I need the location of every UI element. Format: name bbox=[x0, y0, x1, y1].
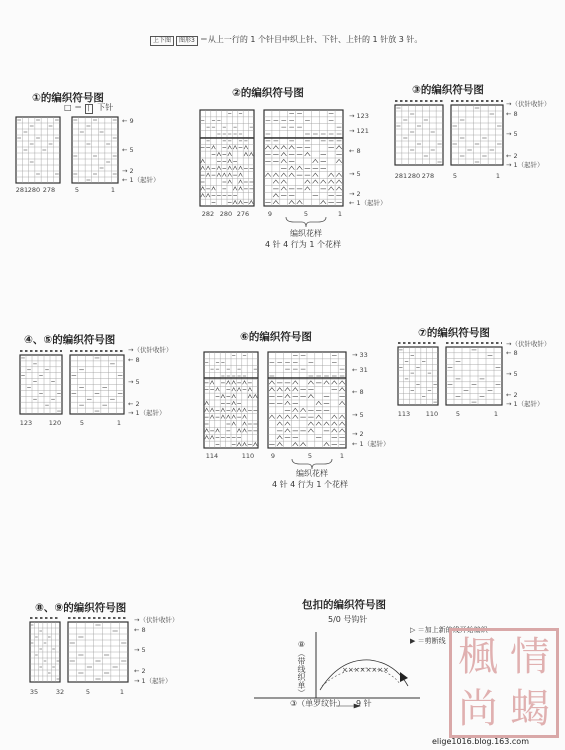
symbol-key-2: 图形3 bbox=[176, 36, 198, 46]
grid-block bbox=[398, 343, 438, 405]
stamp-char-4: 蝎 bbox=[510, 686, 550, 732]
chart-2-stitch-1: 1 bbox=[337, 210, 343, 218]
buttonhole-bottom-left: ③（单罗纹针） bbox=[290, 699, 346, 708]
chart-3-stitch-1: 1 bbox=[495, 172, 501, 180]
chart-6-stitch-114: 114 bbox=[205, 452, 219, 460]
chart-89-stitch-32: 32 bbox=[55, 688, 65, 696]
chart-1-row-5: ← 5 bbox=[122, 146, 134, 154]
grid-svg bbox=[16, 117, 118, 183]
buttonhole-legend-1-text: ＝加上新的线开始编织 bbox=[417, 626, 488, 634]
chart-89-row-8: ← 8 bbox=[134, 626, 146, 634]
grid-block bbox=[30, 618, 60, 682]
chart-1-stitch-1: 1 bbox=[110, 186, 116, 194]
chart-1-row-1: ← 1（起针） bbox=[122, 176, 160, 184]
chart-7-row-8: ← 8 bbox=[506, 349, 518, 357]
chart-6-stitch-5: 5 bbox=[307, 452, 313, 460]
grid-svg bbox=[30, 622, 128, 682]
chart-7-grid bbox=[398, 347, 502, 405]
stamp-char-2: 情 bbox=[510, 634, 550, 680]
chart-89-row-1: → 1（起针） bbox=[134, 677, 172, 685]
chart-89-stitch-1: 1 bbox=[119, 688, 125, 696]
grid-svg bbox=[395, 105, 503, 165]
grid-block bbox=[20, 351, 62, 414]
chart-6-stitch-1: 1 bbox=[339, 452, 345, 460]
chart-1-stitch-281: 281 bbox=[15, 186, 29, 194]
grid-block bbox=[446, 343, 502, 405]
buttonhole-needle: 5/0 号钩针 bbox=[328, 615, 368, 624]
stamp-char-3: 尚 bbox=[458, 686, 498, 732]
chart-3-stitch-278: 278 bbox=[421, 172, 435, 180]
chart-89-grid bbox=[30, 622, 128, 682]
chart-45-stitch-1: 1 bbox=[116, 419, 122, 427]
grid-block bbox=[72, 117, 118, 183]
chart-45-stitch-120: 120 bbox=[48, 419, 62, 427]
chart-2-title: ②的编织符号图 bbox=[232, 87, 304, 99]
block-border bbox=[72, 117, 118, 183]
chart-2-row-123: → 123 bbox=[349, 112, 369, 120]
chart-3-grid bbox=[395, 105, 503, 165]
chart-89-row-bindoff: →（伏针收针） bbox=[134, 616, 179, 624]
chart-1-grid bbox=[16, 117, 118, 183]
chart-1-stitch-280: 280 bbox=[27, 186, 41, 194]
chart-2-repeat-brace bbox=[284, 216, 328, 228]
chart-45-stitch-5: 5 bbox=[79, 419, 85, 427]
chart-7-stitch-113: 113 bbox=[397, 410, 411, 418]
stamp-char-1: 楓 bbox=[458, 634, 498, 680]
chart-7-row-bindoff: →（伏针收针） bbox=[506, 340, 551, 348]
chart-2-row-5: → 5 bbox=[349, 170, 361, 178]
chart-6-grid bbox=[204, 352, 346, 448]
chart-7-row-1: → 1（起针） bbox=[506, 400, 544, 408]
chart-2-stitch-282: 282 bbox=[201, 210, 215, 218]
chart-3-stitch-280: 280 bbox=[407, 172, 421, 180]
chart-89-stitch-35: 35 bbox=[29, 688, 39, 696]
chart-45-row-8: ← 8 bbox=[128, 356, 140, 364]
chart-2-row-8: ← 8 bbox=[349, 147, 361, 155]
grid-block bbox=[204, 352, 258, 448]
chart-3-row-1: → 1（起针） bbox=[506, 161, 544, 169]
buttonhole-title: 包扣的编织符号图 bbox=[302, 599, 386, 611]
chart-45-title: ④、⑤的编织符号图 bbox=[24, 334, 116, 346]
grid-block bbox=[68, 618, 128, 682]
cut-yarn-icon: ▶ bbox=[410, 637, 416, 645]
grid-block bbox=[268, 352, 346, 448]
grid-block bbox=[200, 110, 254, 206]
chart-2-row-1: ← 1（起针） bbox=[349, 199, 387, 207]
chart-2-caption-1: 编织花样 bbox=[290, 229, 322, 238]
chart-7-stitch-5: 5 bbox=[455, 410, 461, 418]
blog-watermark: elige1016.blog.163.com bbox=[432, 737, 529, 746]
legend-knit-symbol: | bbox=[85, 104, 93, 114]
chart-6-title: ⑥的编织符号图 bbox=[240, 331, 312, 343]
chart-2-stitch-5: 5 bbox=[303, 210, 309, 218]
chart-7-row-2: ← 2 bbox=[506, 391, 518, 399]
chart-2-caption-2: 4 针 4 行为 1 个花样 bbox=[265, 240, 341, 249]
grid-svg bbox=[204, 352, 346, 448]
chart-2-grid bbox=[200, 110, 343, 206]
chart-89-title: ⑧、⑨的编织符号图 bbox=[35, 602, 127, 614]
chart-2-stitch-9: 9 bbox=[267, 210, 273, 218]
buttonhole-left-label: ⑧（带线织单） bbox=[297, 640, 306, 697]
legend-knit-text: 下针 bbox=[97, 103, 114, 112]
grid-svg bbox=[398, 347, 502, 405]
grid-svg bbox=[200, 110, 343, 206]
chart-1-stitch-5: 5 bbox=[74, 186, 80, 194]
chart-2-stitch-276: 276 bbox=[236, 210, 250, 218]
chart-89-row-2: ← 2 bbox=[134, 667, 146, 675]
chart-45-stitch-123: 123 bbox=[19, 419, 33, 427]
chart-2-row-121: → 121 bbox=[349, 127, 369, 135]
chart-6-caption-2: 4 针 4 行为 1 个花样 bbox=[272, 480, 348, 489]
grid-block bbox=[70, 351, 124, 414]
symbol-key-1: 上下图 bbox=[150, 36, 174, 46]
chart-6-row-1: ← 1（起针） bbox=[352, 440, 390, 448]
grid-block bbox=[16, 117, 60, 183]
chart-3-stitch-281: 281 bbox=[394, 172, 408, 180]
chart-1-legend bbox=[64, 104, 113, 114]
chart-2-row-2: → 2 bbox=[349, 190, 361, 198]
chart-3-row-bindoff: →（伏针收针） bbox=[506, 100, 551, 108]
block-border bbox=[16, 117, 60, 183]
chart-7-row-5: → 5 bbox=[506, 370, 518, 378]
chart-7-stitch-110: 110 bbox=[425, 410, 439, 418]
chart-1-row-2: → 2 bbox=[122, 167, 134, 175]
cut-yarn-mark-icon bbox=[400, 672, 408, 682]
chart-1-row-9: ← 9 bbox=[122, 117, 134, 125]
chart-1-title: ①的编织符号图 bbox=[32, 92, 104, 104]
chart-3-title: ③的编织符号图 bbox=[412, 84, 484, 96]
chain-stitch-marks: ×××××××× bbox=[342, 666, 389, 674]
buttonhole-bottom-mid: 9 针 bbox=[356, 699, 372, 708]
new-yarn-icon: ▷ bbox=[410, 626, 416, 634]
chart-6-row-8: ← 8 bbox=[352, 388, 364, 396]
legend-equals: ＝ bbox=[74, 103, 83, 112]
buttonhole-legend-2-text: ＝剪断线 bbox=[417, 637, 446, 645]
buttonhole-arc bbox=[320, 660, 408, 690]
grid-svg bbox=[20, 355, 124, 414]
chart-3-row-8: ← 8 bbox=[506, 110, 518, 118]
chart-6-row-5: → 5 bbox=[352, 411, 364, 419]
top-note bbox=[150, 36, 422, 46]
seal-stamp bbox=[449, 628, 559, 738]
chart-45-row-2: ← 2 bbox=[128, 400, 140, 408]
chart-6-stitch-9: 9 bbox=[270, 452, 276, 460]
chart-6-stitch-110: 110 bbox=[241, 452, 255, 460]
legend-empty-square: □ bbox=[64, 103, 72, 112]
chart-3-stitch-5: 5 bbox=[452, 172, 458, 180]
chart-6-row-33: → 33 bbox=[352, 351, 368, 359]
chart-89-row-5: → 5 bbox=[134, 646, 146, 654]
chart-45-row-5: → 5 bbox=[128, 378, 140, 386]
chart-89-stitch-5: 5 bbox=[85, 688, 91, 696]
chart-45-grid bbox=[20, 355, 124, 414]
chart-45-row-bindoff: →（伏针收针） bbox=[128, 346, 173, 354]
chart-7-title: ⑦的编织符号图 bbox=[418, 327, 490, 339]
chart-45-row-1: → 1（起针） bbox=[128, 409, 166, 417]
chart-7-stitch-1: 1 bbox=[493, 410, 499, 418]
grid-block bbox=[264, 110, 343, 206]
chart-6-row-2: → 2 bbox=[352, 430, 364, 438]
chart-1-stitch-278: 278 bbox=[42, 186, 56, 194]
chart-6-caption-1: 编织花样 bbox=[296, 469, 328, 478]
grid-block bbox=[451, 101, 503, 165]
top-note-text: ＝从上一行的 1 个针目中织上针、下针、上针的 1 针放 3 针。 bbox=[199, 35, 423, 44]
chart-3-row-2: ← 2 bbox=[506, 152, 518, 160]
chart-2-stitch-280: 280 bbox=[219, 210, 233, 218]
chart-6-row-31: ← 31 bbox=[352, 366, 368, 374]
grid-block bbox=[395, 101, 443, 165]
chart-3-row-5: → 5 bbox=[506, 130, 518, 138]
